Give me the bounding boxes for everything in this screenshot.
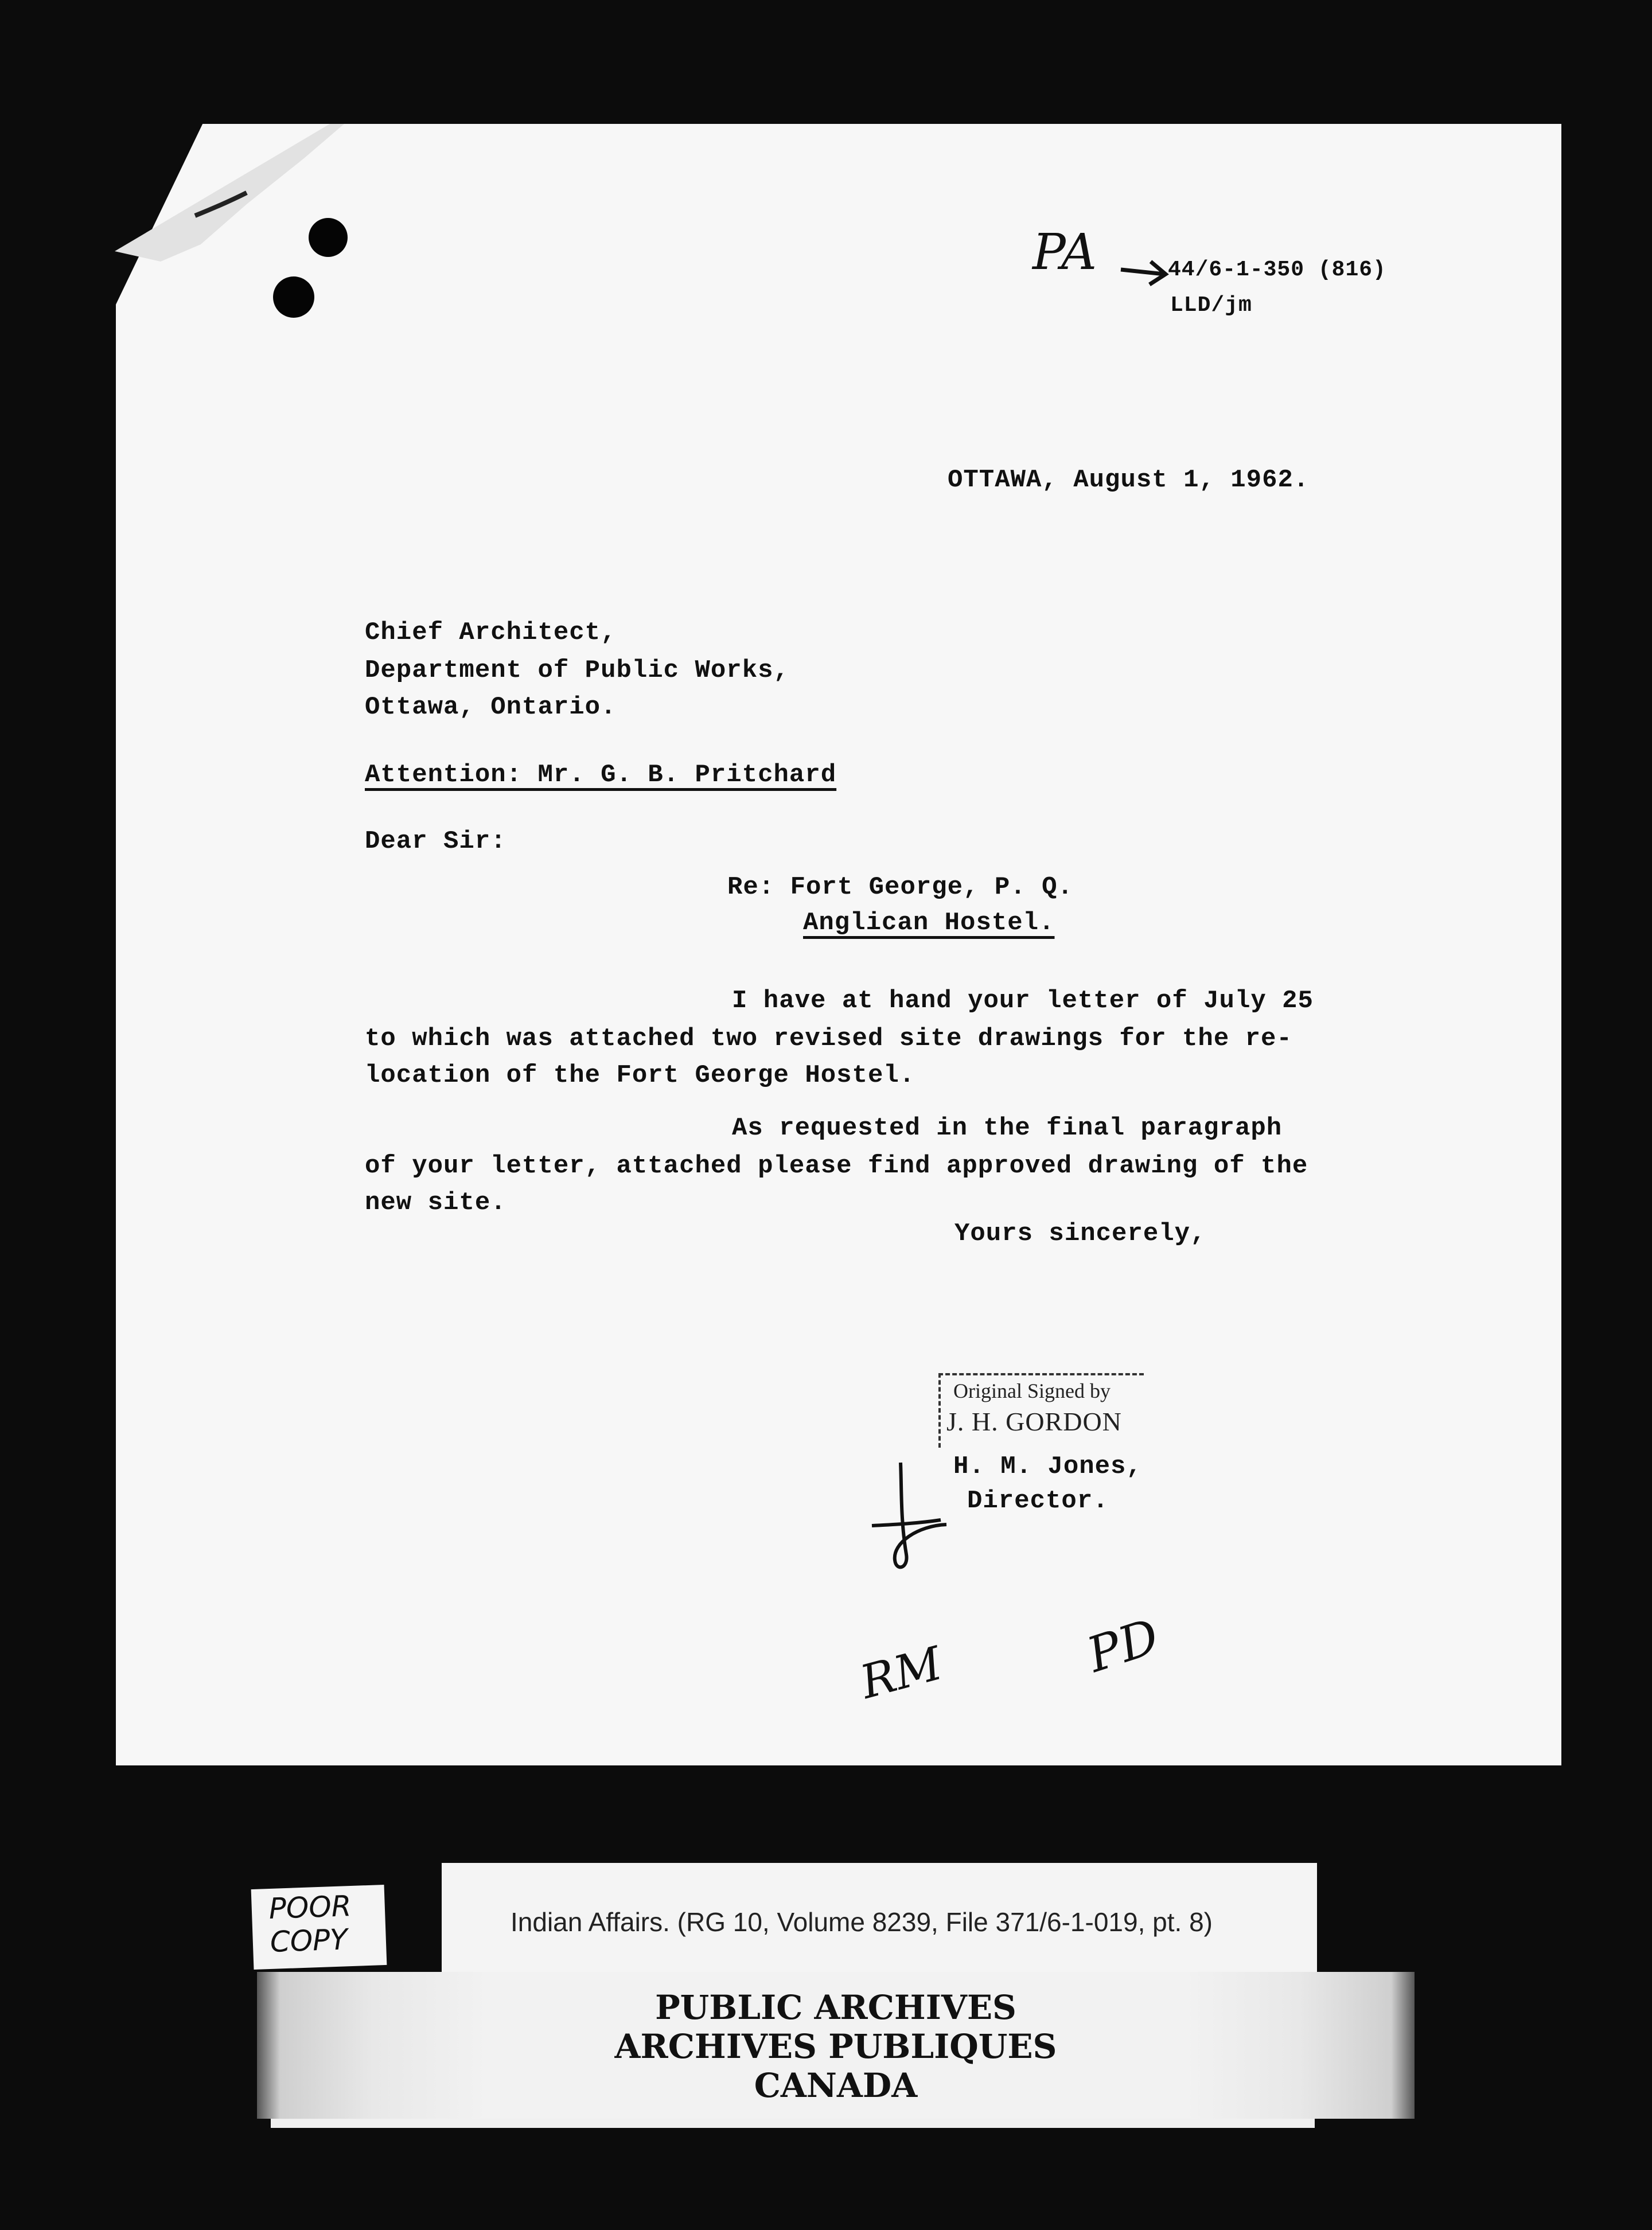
attention-line: Attention: Mr. G. B. Pritchard	[365, 761, 837, 789]
handwritten-mark-icon	[860, 1457, 958, 1572]
stamp-line-2: J. H. GORDON	[946, 1407, 1122, 1436]
label-strip	[271, 2119, 1315, 2128]
recipient-line-1: Chief Architect,	[365, 618, 617, 647]
initials-right: PD	[1080, 1608, 1166, 1683]
archive-reference-label	[442, 1863, 1317, 1972]
recipient-line-3: Ottawa, Ontario.	[365, 693, 617, 722]
date-line: OTTAWA, August 1, 1962.	[948, 466, 1310, 494]
signature-stamp	[938, 1373, 1144, 1448]
poor-copy-line-2: COPY	[269, 1923, 348, 1959]
salutation: Dear Sir:	[365, 827, 506, 856]
archive-line-3: CANADA	[754, 2066, 918, 2105]
punch-hole-bottom	[273, 276, 314, 318]
initials-left: RM	[855, 1636, 948, 1709]
poor-copy-line-1: POOR	[268, 1889, 352, 1926]
body-para2-line3: new site.	[365, 1188, 506, 1217]
archive-reference: Indian Affairs. (RG 10, Volume 8239, File 371/6-1-019, pt. 8)	[511, 1907, 1213, 1937]
punch-hole-top	[309, 218, 348, 257]
signatory-title: Director.	[967, 1487, 1109, 1515]
arrow-icon	[1119, 252, 1170, 287]
pa-annotation: PA	[1032, 224, 1097, 281]
file-reference: 44/6-1-350 (816)	[1168, 258, 1386, 282]
subject-line-2: Anglican Hostel.	[803, 909, 1055, 937]
recipient-line-2: Department of Public Works,	[365, 656, 789, 685]
archive-line-1: PUBLIC ARCHIVES	[655, 1988, 1016, 2027]
body-para2-line2: of your letter, attached please find approved drawing of the	[365, 1152, 1308, 1180]
signatory-name: H. M. Jones,	[953, 1452, 1142, 1481]
archive-line-2: ARCHIVES PUBLIQUES	[614, 2027, 1057, 2066]
poor-copy-note	[251, 1885, 387, 1970]
archive-stamp-label	[257, 1972, 1415, 2119]
closing: Yours sincerely,	[954, 1219, 1206, 1248]
initials-reference: LLD/jm	[1170, 293, 1252, 318]
subject-line-1: Re: Fort George, P. Q.	[727, 873, 1073, 902]
letter-sheet	[116, 124, 1561, 1765]
body-para1-line2: to which was attached two revised site drawings for the re-	[365, 1024, 1292, 1053]
body-para1-line3: location of the Fort George Hostel.	[365, 1061, 915, 1090]
body-para2-line1: As requested in the final paragraph	[732, 1114, 1283, 1143]
stamp-line-1: Original Signed by	[953, 1379, 1111, 1402]
body-para1-line1: I have at hand your letter of July 25	[732, 987, 1314, 1015]
